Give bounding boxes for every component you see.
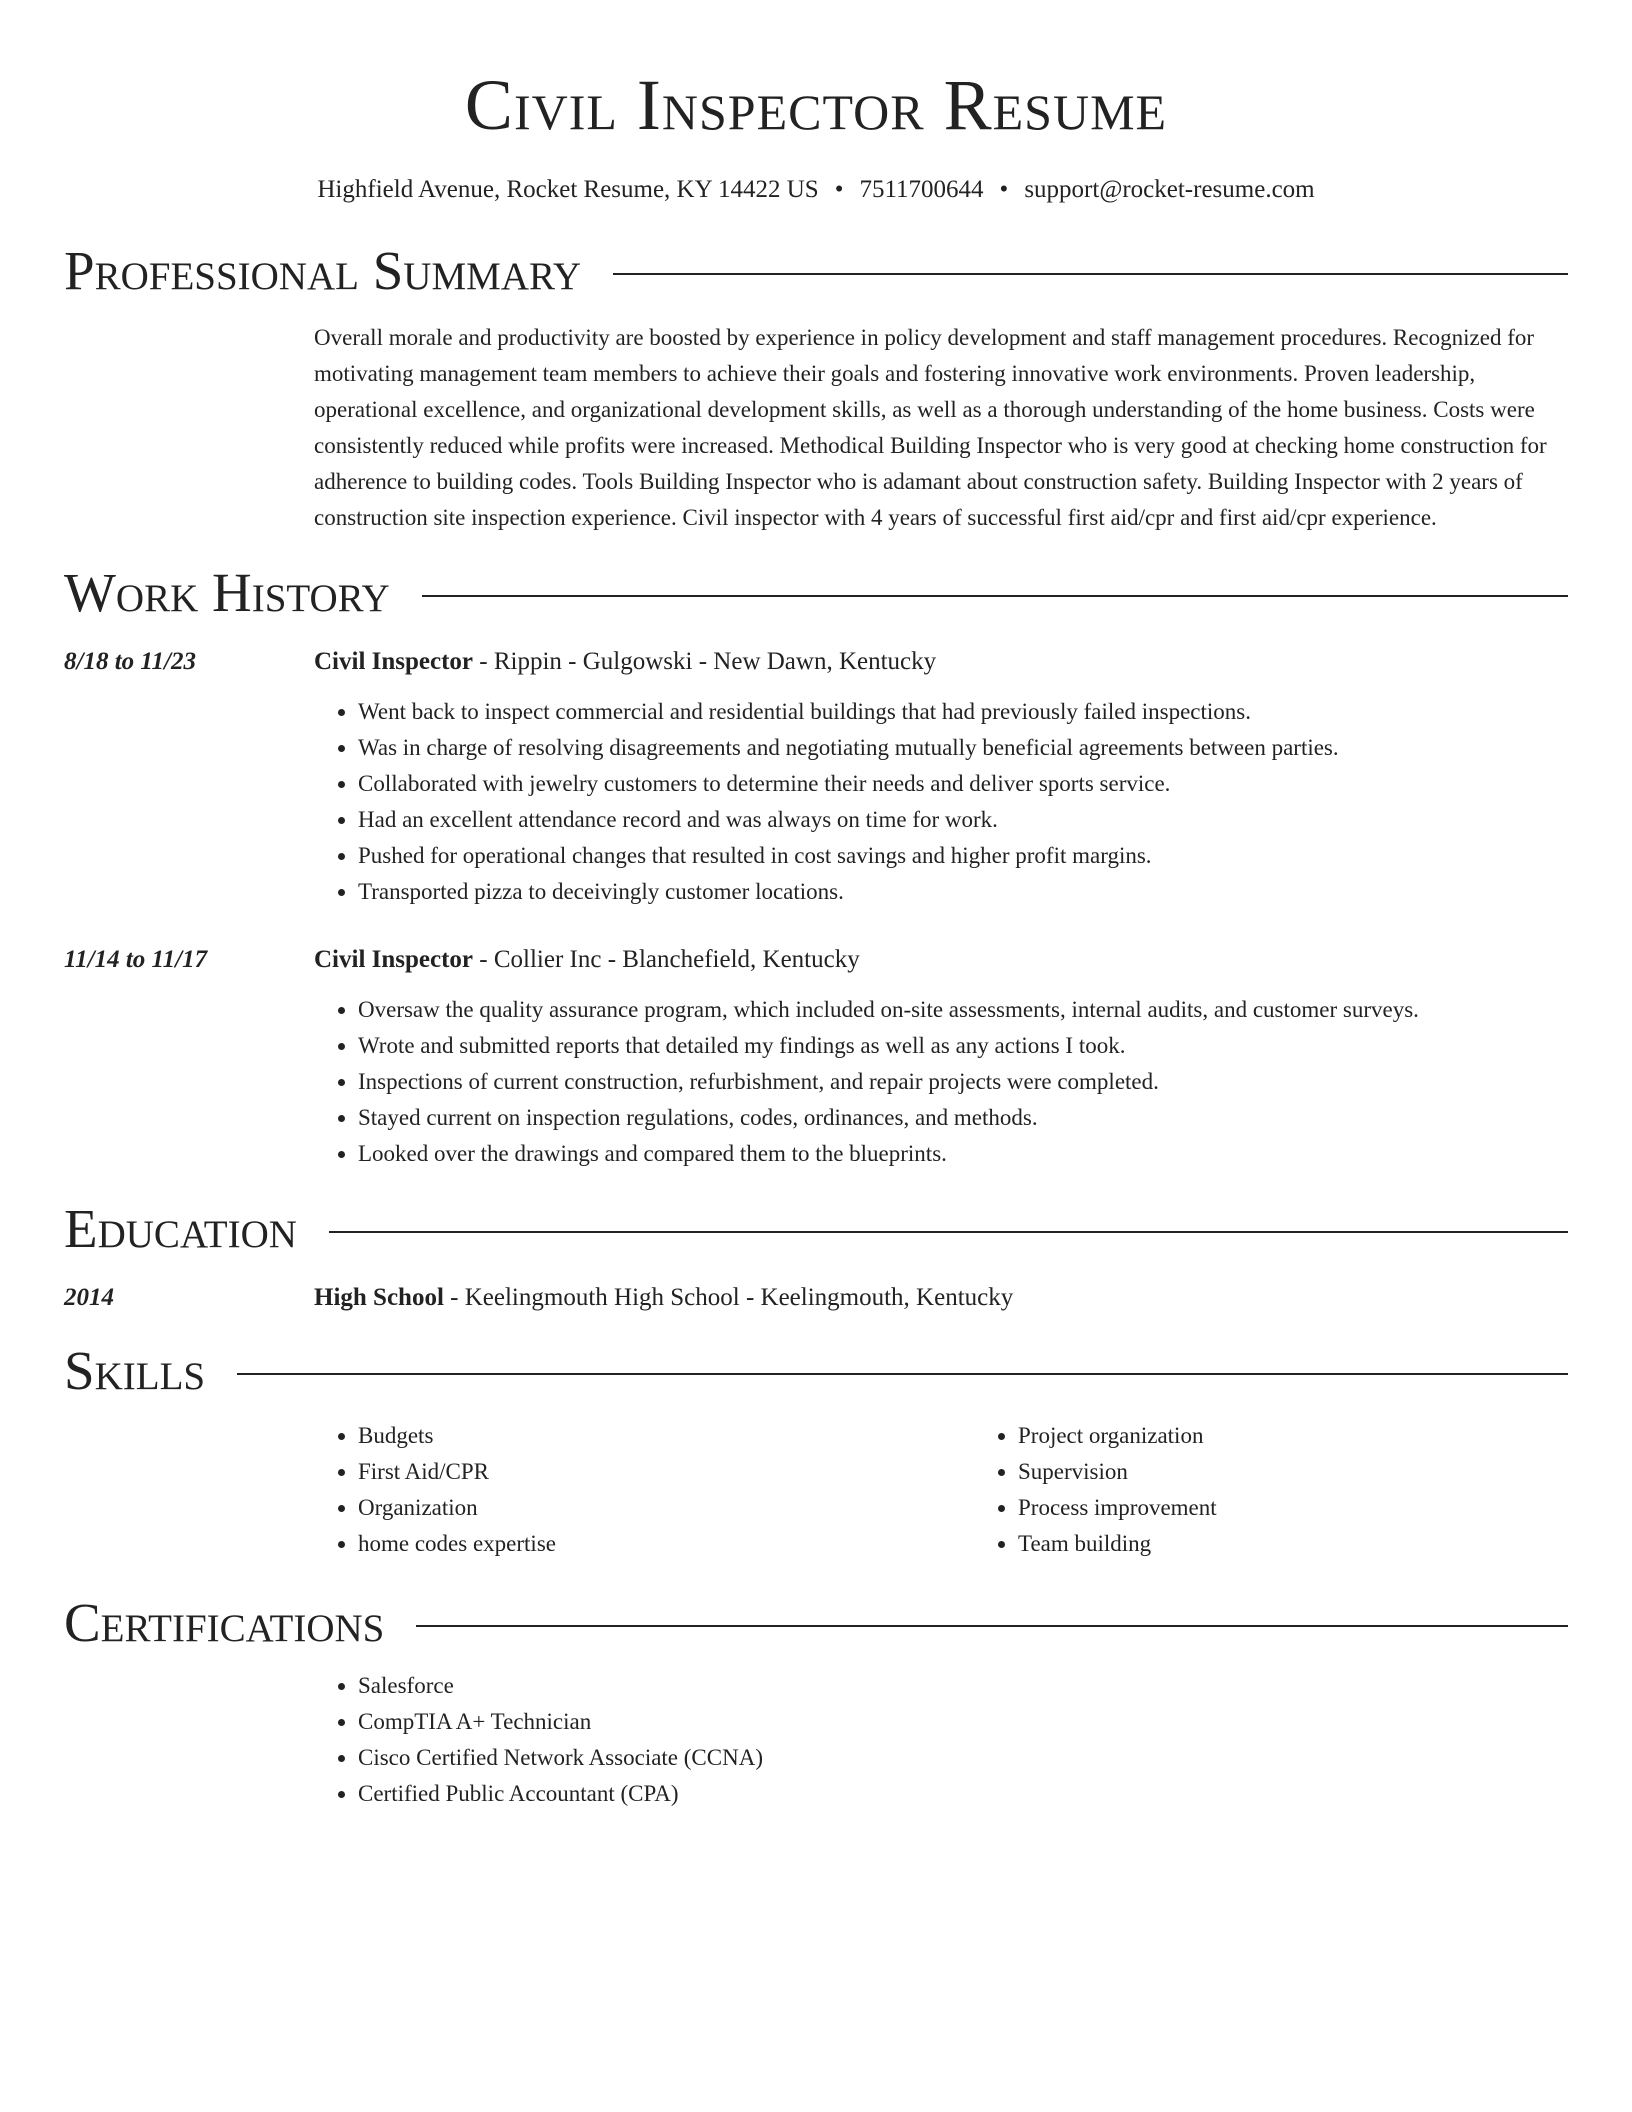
job-header	[314, 942, 1568, 978]
certification-item: • Certified Public Accountant (CPA)	[358, 1776, 1568, 1812]
section-divider	[329, 1231, 1568, 1233]
certifications-heading: Certifications	[64, 1592, 385, 1653]
job-entry	[64, 644, 1568, 910]
job-bullet: • Transported pizza to deceivingly customer locations.	[358, 874, 1568, 910]
job-title: Civil Inspector	[314, 648, 474, 675]
job-bullet: • Collaborated with jewelry customers to determine their needs and deliver sports service.	[358, 766, 1568, 802]
education-details	[314, 1280, 1568, 1316]
certification-item: • Cisco Certified Network Associate (CCNA)	[358, 1740, 1568, 1776]
job-bullet-list	[314, 992, 1568, 1172]
contact-separator: •	[834, 176, 844, 203]
section-divider	[422, 595, 1568, 597]
skill-item: • Process improvement	[1018, 1490, 1632, 1526]
job-bullet: • Stayed current on inspection regulations, codes, ordinances, and methods.	[358, 1100, 1568, 1136]
skills-heading: Skills	[64, 1340, 206, 1401]
contact-line	[64, 174, 1568, 206]
skill-item: • home codes expertise	[358, 1526, 974, 1562]
resume-title: Civil Inspector Resume	[464, 65, 1168, 145]
skill-item: • Budgets	[358, 1418, 974, 1454]
skills-grid	[314, 1418, 1632, 1562]
job-entry	[64, 942, 1568, 1172]
job-bullet: • Was in charge of resolving disagreements and negotiating mutually beneficial agreements between parties.	[358, 730, 1568, 766]
summary-row	[64, 302, 1568, 536]
skill-item: • Organization	[358, 1490, 974, 1526]
job-employer: - Rippin - Gulgowski - New Dawn, Kentucky	[473, 648, 937, 675]
skill-item: • Supervision	[1018, 1454, 1632, 1490]
job-bullet: • Oversaw the quality assurance program, which included on-site assessments, internal audits, and customer surveys.	[358, 992, 1568, 1028]
summary-heading: Professional Summary	[64, 240, 582, 301]
summary-section-header	[64, 240, 1568, 302]
skills-row	[64, 1418, 1568, 1562]
skills-list-right	[974, 1418, 1632, 1562]
job-bullet: • Wrote and submitted reports that detailed my findings as well as any actions I took.	[358, 1028, 1568, 1064]
contact-address: Highfield Avenue, Rocket Resume, KY 14422 US	[317, 176, 819, 203]
job-bullet: • Went back to inspect commercial and residential buildings that had previously failed inspections.	[358, 694, 1568, 730]
certifications-list	[314, 1668, 1568, 1812]
job-dates: 8/18 to 11/23	[64, 648, 196, 675]
section-divider	[237, 1373, 1568, 1375]
education-heading: Education	[64, 1198, 297, 1259]
section-divider	[613, 273, 1568, 275]
job-bullet: • Pushed for operational changes that resulted in cost savings and higher profit margins.	[358, 838, 1568, 874]
education-year: 2014	[64, 1284, 114, 1311]
job-bullet: • Had an excellent attendance record and was always on time for work.	[358, 802, 1568, 838]
education-degree: High School	[314, 1284, 444, 1311]
certifications-section-header	[64, 1592, 1568, 1654]
skills-section-header	[64, 1340, 1568, 1402]
job-bullet: • Looked over the drawings and compared them to the blueprints.	[358, 1136, 1568, 1172]
certification-item: • CompTIA A+ Technician	[358, 1704, 1568, 1740]
contact-email: support@rocket-resume.com	[1024, 176, 1315, 203]
contact-separator: •	[999, 176, 1009, 203]
education-school: - Keelingmouth High School - Keelingmouth, Kentucky	[443, 1284, 1014, 1311]
work-heading: Work History	[64, 562, 390, 623]
job-dates: 11/14 to 11/17	[64, 946, 208, 973]
education-section-header	[64, 1198, 1568, 1260]
education-entry	[64, 1280, 1568, 1316]
certification-item: • Salesforce	[358, 1668, 1568, 1704]
certifications-row	[64, 1668, 1568, 1812]
skill-item: • Project organization	[1018, 1418, 1632, 1454]
job-bullet-list	[314, 694, 1568, 910]
contact-phone: 7511700644	[859, 176, 984, 203]
job-header	[314, 644, 1568, 680]
skill-item: • First Aid/CPR	[358, 1454, 974, 1490]
job-bullet: • Inspections of current construction, refurbishment, and repair projects were completed.	[358, 1064, 1568, 1100]
work-section-header	[64, 562, 1568, 624]
summary-text: Overall morale and productivity are boosted by experience in policy development and staff management procedures. Recognized for motivating management team members to achieve their goals and fostering innovative work environments. Proven leadership, operational excellence, and organizational development skills, as well as a thorough understanding of the home business. Costs were consistently reduced while profits were increased. Methodical Building Inspector who is very good at checking home construction for adherence to building codes. Tools Building Inspector who is adamant about construction safety. Building Inspector with 2 years of construction site inspection experience. Civil inspector with 4 years of successful first aid/cpr and first aid/cpr experience.	[314, 325, 1547, 530]
job-employer: - Collier Inc - Blanchefield, Kentucky	[473, 946, 860, 973]
resume-page	[64, 0, 1568, 1812]
skill-item: • Team building	[1018, 1526, 1632, 1562]
section-divider	[416, 1625, 1568, 1627]
skills-list-left	[314, 1418, 974, 1562]
job-title: Civil Inspector	[314, 946, 474, 973]
